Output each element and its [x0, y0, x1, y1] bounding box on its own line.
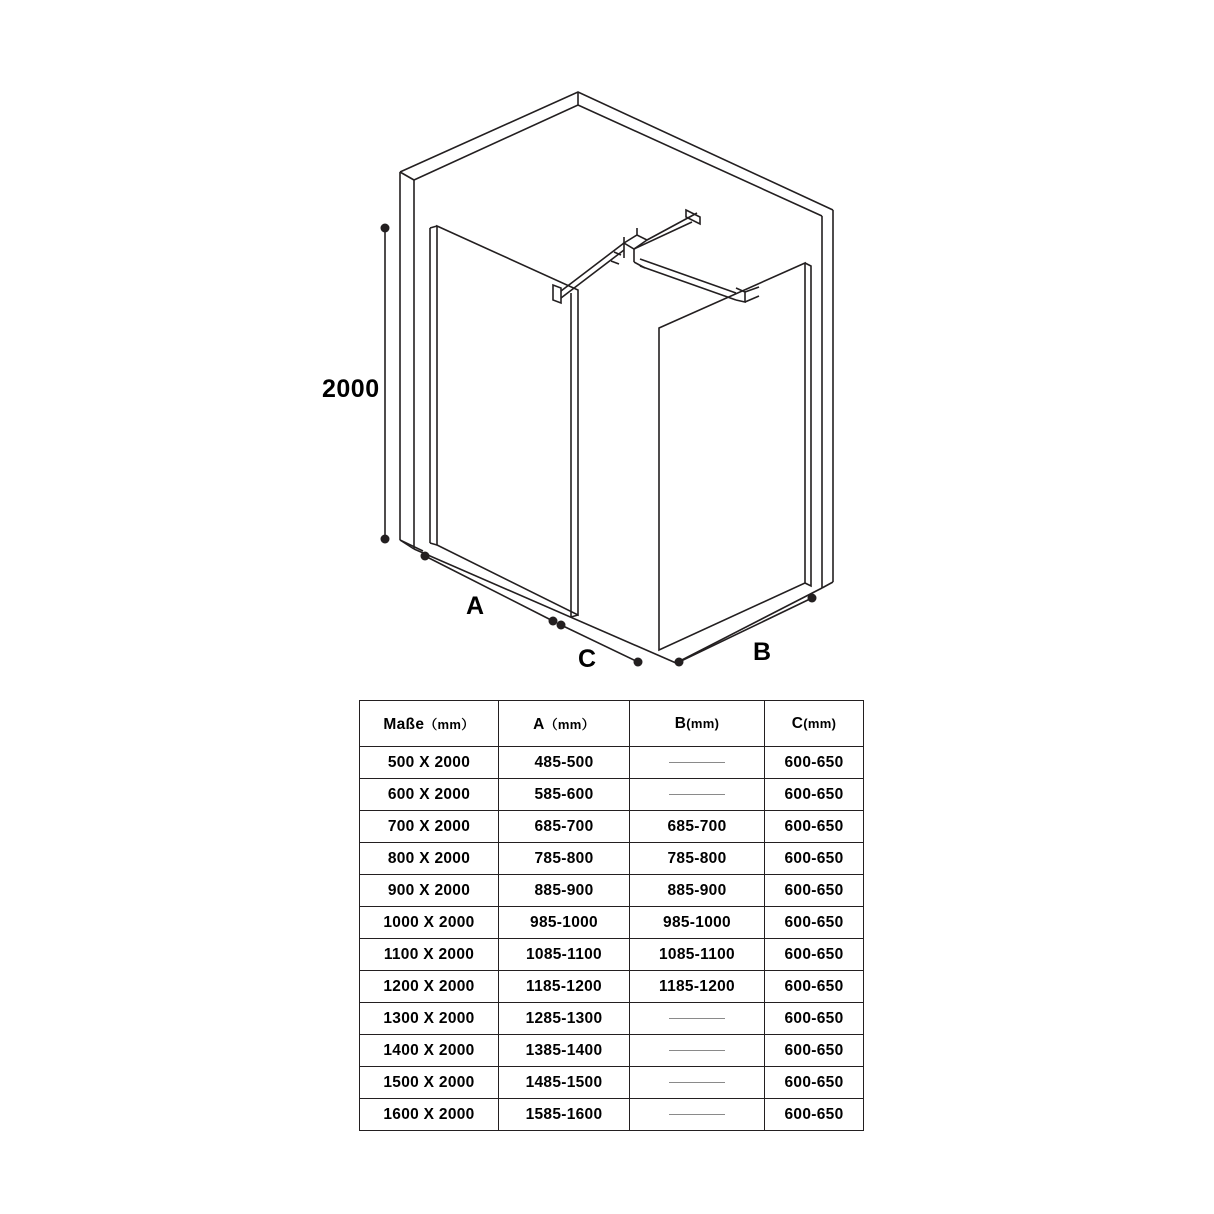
column-header-b	[630, 701, 765, 747]
cell-b	[630, 1003, 765, 1035]
column-header-b-label: B	[674, 714, 687, 732]
support-bar-icon	[553, 210, 759, 303]
cell-size: 1100 X 2000	[360, 939, 499, 971]
not-applicable-dash	[669, 794, 725, 795]
cell-a: 1385-1400	[499, 1035, 630, 1067]
column-header-c	[765, 701, 864, 747]
table-row	[360, 1003, 864, 1035]
cell-size: 1600 X 2000	[360, 1099, 499, 1131]
cell-c: 600-650	[765, 939, 864, 971]
cell-c: 600-650	[765, 747, 864, 779]
cell-a: 985-1000	[499, 907, 630, 939]
cell-size: 1300 X 2000	[360, 1003, 499, 1035]
cell-a: 1285-1300	[499, 1003, 630, 1035]
cell-b: 1085-1100	[630, 939, 765, 971]
cell-size: 700 X 2000	[360, 811, 499, 843]
height-dimension-label: 2000	[322, 375, 380, 403]
table-row	[360, 779, 864, 811]
cell-b: 985-1000	[630, 907, 765, 939]
height-dimension-line	[381, 224, 390, 544]
table-row	[360, 811, 864, 843]
cell-c: 600-650	[765, 779, 864, 811]
cell-b: 1185-1200	[630, 971, 765, 1003]
glass-panel-icon	[430, 226, 578, 617]
dimension-c-label: C	[578, 645, 597, 673]
specification-table	[359, 700, 864, 1131]
cell-size: 1200 X 2000	[360, 971, 499, 1003]
table-header-row	[360, 701, 864, 747]
cell-b	[630, 1035, 765, 1067]
cell-b	[630, 779, 765, 811]
not-applicable-dash	[669, 1082, 725, 1083]
column-header-size	[360, 701, 499, 747]
cell-b	[630, 1099, 765, 1131]
cell-a: 785-800	[499, 843, 630, 875]
not-applicable-dash	[669, 1018, 725, 1019]
table-row	[360, 907, 864, 939]
dimension-a-label: A	[466, 592, 485, 620]
table-row	[360, 1099, 864, 1131]
cell-size: 1500 X 2000	[360, 1067, 499, 1099]
cell-a: 885-900	[499, 875, 630, 907]
table-row	[360, 843, 864, 875]
table-row	[360, 747, 864, 779]
column-header-size-label: Maße	[383, 715, 425, 733]
glass-panel-icon	[659, 263, 811, 650]
cell-size: 1400 X 2000	[360, 1035, 499, 1067]
table-row	[360, 1035, 864, 1067]
table-row	[360, 971, 864, 1003]
column-header-a	[499, 701, 630, 747]
cell-c: 600-650	[765, 875, 864, 907]
not-applicable-dash	[669, 1050, 725, 1051]
cell-b: 885-900	[630, 875, 765, 907]
cell-size: 900 X 2000	[360, 875, 499, 907]
cell-a: 1085-1100	[499, 939, 630, 971]
cell-c: 600-650	[765, 1067, 864, 1099]
table-row	[360, 939, 864, 971]
column-header-b-unit: (mm)	[686, 715, 720, 731]
cell-a: 1485-1500	[499, 1067, 630, 1099]
cell-c: 600-650	[765, 811, 864, 843]
cell-size: 600 X 2000	[360, 779, 499, 811]
cell-b	[630, 1067, 765, 1099]
not-applicable-dash	[669, 762, 725, 763]
wall-corner-icon	[400, 92, 833, 663]
column-header-a-unit: （mm）	[544, 716, 595, 732]
cell-c: 600-650	[765, 1003, 864, 1035]
cell-size: 800 X 2000	[360, 843, 499, 875]
table-row	[360, 875, 864, 907]
dimension-b-line	[675, 594, 817, 667]
table-body	[360, 747, 864, 1131]
cell-a: 1185-1200	[499, 971, 630, 1003]
cell-size: 1000 X 2000	[360, 907, 499, 939]
cell-a: 485-500	[499, 747, 630, 779]
cell-c: 600-650	[765, 1035, 864, 1067]
column-header-c-label: C	[791, 714, 804, 732]
cell-a: 685-700	[499, 811, 630, 843]
dimension-a-line	[421, 552, 558, 626]
cell-c: 600-650	[765, 907, 864, 939]
cell-b	[630, 747, 765, 779]
table-row	[360, 1067, 864, 1099]
not-applicable-dash	[669, 1114, 725, 1115]
cell-c: 600-650	[765, 843, 864, 875]
dimension-b-label: B	[753, 638, 772, 666]
cell-a: 1585-1600	[499, 1099, 630, 1131]
cell-c: 600-650	[765, 1099, 864, 1131]
cell-b: 685-700	[630, 811, 765, 843]
cell-c: 600-650	[765, 971, 864, 1003]
cell-size: 500 X 2000	[360, 747, 499, 779]
column-header-c-unit: (mm)	[803, 715, 837, 731]
specification-table-wrap	[359, 700, 859, 1131]
column-header-size-unit: （mm）	[424, 716, 475, 732]
cell-a: 585-600	[499, 779, 630, 811]
cell-b: 785-800	[630, 843, 765, 875]
column-header-a-label: A	[533, 715, 545, 733]
